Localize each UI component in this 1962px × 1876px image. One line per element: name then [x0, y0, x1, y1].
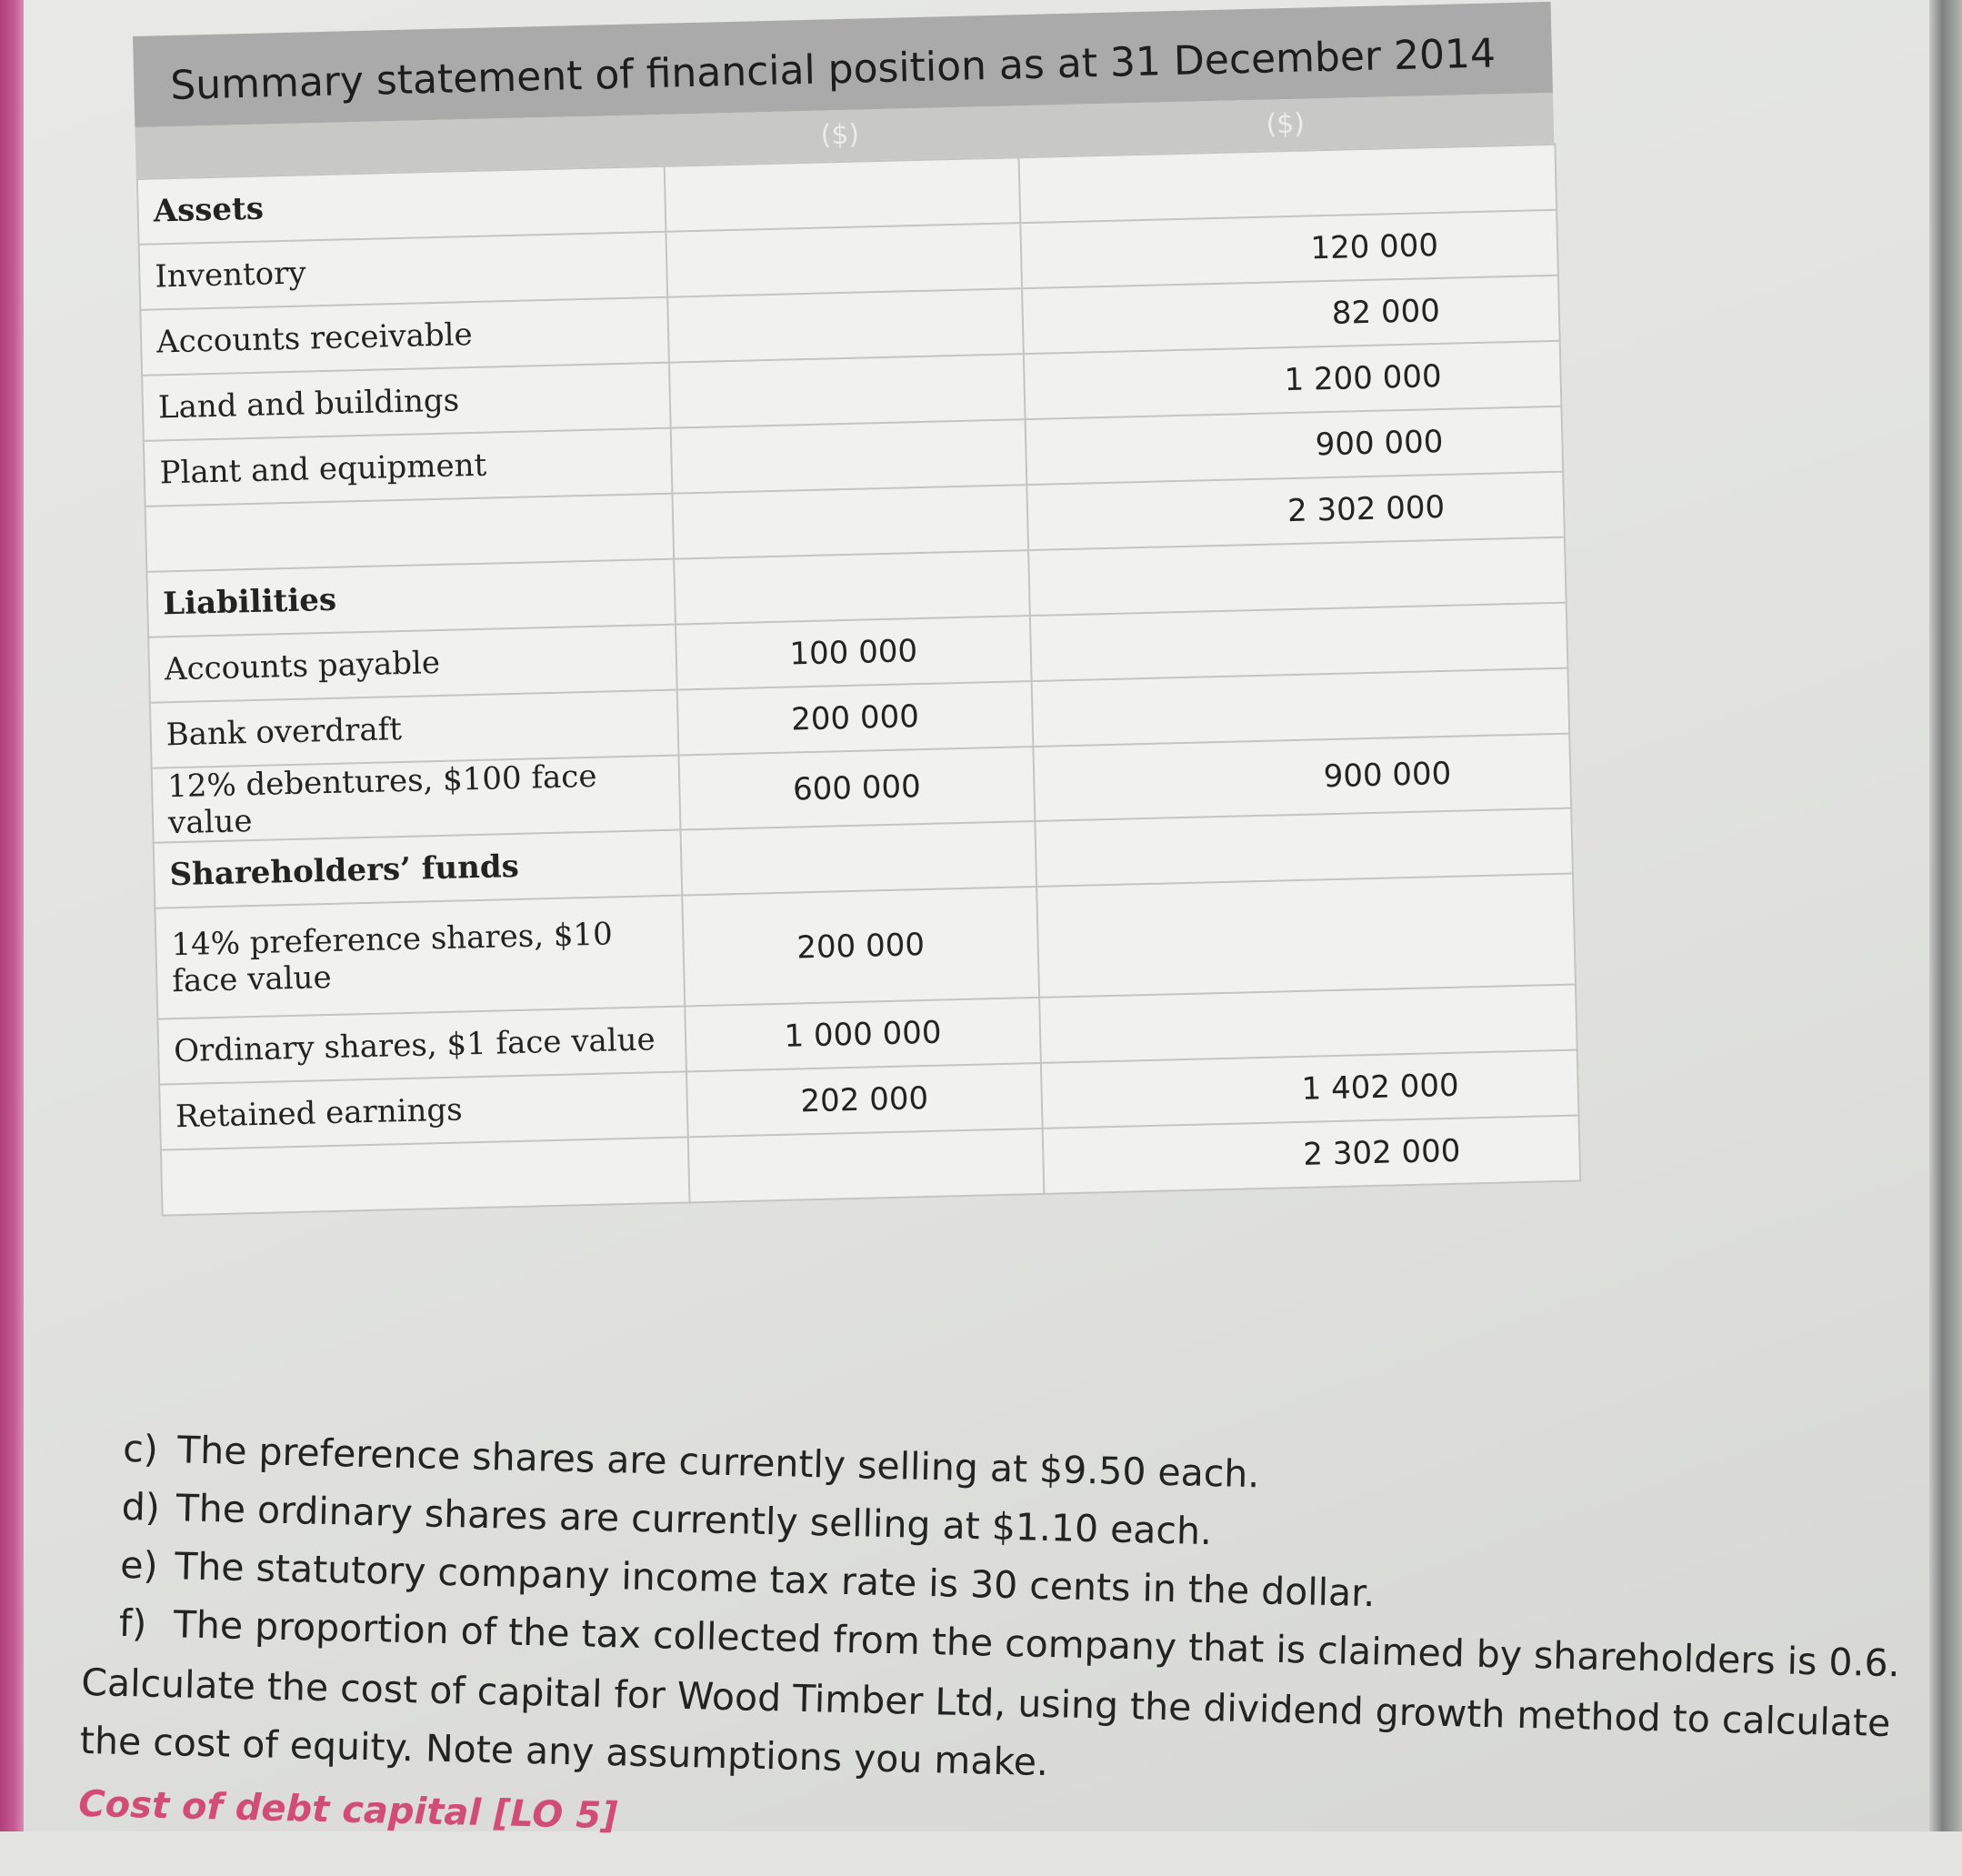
- total-assets: 2 302 000: [1026, 472, 1565, 550]
- row-col2: 100 000: [676, 616, 1032, 690]
- row-col2: [667, 288, 1024, 363]
- row-col2: [669, 354, 1026, 428]
- row-col2: [688, 1129, 1045, 1203]
- row-label: [161, 1137, 690, 1215]
- unit-col2: ($): [820, 118, 860, 152]
- grand-total: 2 302 000: [1043, 1115, 1581, 1193]
- row-label: Retained earnings: [159, 1071, 688, 1149]
- item-letter: c): [122, 1426, 159, 1471]
- row-col2: [665, 157, 1021, 232]
- row-col3: 120 000: [1020, 210, 1558, 288]
- row-label: Ordinary shares, $1 face value: [157, 1006, 686, 1084]
- row-col3: 1 200 000: [1024, 341, 1562, 419]
- row-col2: 200 000: [682, 887, 1039, 1006]
- total-liabilities: 900 000: [1033, 734, 1571, 821]
- row-label: 14% preference shares, $10 face value: [155, 896, 685, 1019]
- question-list: [78, 1419, 1960, 1876]
- row-col2: [671, 419, 1027, 494]
- item-letter: d): [121, 1484, 161, 1530]
- row-col2: [674, 550, 1030, 625]
- row-col2: 200 000: [677, 681, 1034, 756]
- page-edge-left: [0, 0, 24, 1831]
- row-col2: [680, 821, 1036, 896]
- row-col2: [672, 485, 1028, 559]
- row-col2: 1 000 000: [685, 998, 1041, 1072]
- book-page: [24, 0, 1929, 1838]
- row-col3: [1036, 874, 1576, 998]
- unit-col3: ($): [1266, 107, 1306, 141]
- item-letter: f): [118, 1600, 147, 1646]
- row-label: Accounts payable: [148, 625, 677, 703]
- row-label: Shareholders’ funds: [154, 830, 683, 908]
- total-shareholders-funds: 1 402 000: [1041, 1050, 1579, 1129]
- row-label: 12% debentures, $100 face value: [152, 756, 681, 843]
- row-col2: 600 000: [678, 747, 1035, 830]
- row-label: Assets: [137, 166, 666, 245]
- item-letter: e): [119, 1542, 159, 1588]
- statement-table: [136, 144, 1581, 1217]
- row-label: Bank overdraft: [150, 690, 679, 768]
- calculation-instruction: Calculate the cost of capital for Wood Timber Ltd, using the dividend growth method to calculate the cost of equity. Note any assumptions you make.: [79, 1660, 1891, 1785]
- row-label: Accounts receivable: [140, 297, 669, 376]
- section-heading: Cost of debt capital [LO 5]: [77, 1782, 618, 1838]
- row-col2: [666, 223, 1022, 297]
- item-text: The ordinary shares are currently selling at $1.10 each.: [175, 1486, 1213, 1554]
- row-col3: 900 000: [1026, 406, 1564, 485]
- item-text: The statutory company income tax rate is 30 cents in the dollar.: [174, 1544, 1376, 1616]
- page-edge-right: [1929, 0, 1962, 1831]
- row-label: Inventory: [139, 232, 668, 310]
- row-label: Liabilities: [146, 559, 676, 637]
- item-text: The preference shares are currently selling at $9.50 each.: [176, 1428, 1260, 1497]
- financial-statement-table: [133, 2, 1579, 1217]
- row-label: Land and buildings: [142, 363, 671, 441]
- item-text: The proportion of the tax collected from the company that is claimed by shareholders is 0.6.: [173, 1602, 1901, 1686]
- row-col3: 82 000: [1022, 276, 1560, 354]
- table-title: Summary statement of financial position as at 31 December 2014: [169, 30, 1497, 109]
- row-col2: 202 000: [686, 1063, 1043, 1138]
- row-label: Plant and equipment: [144, 428, 673, 507]
